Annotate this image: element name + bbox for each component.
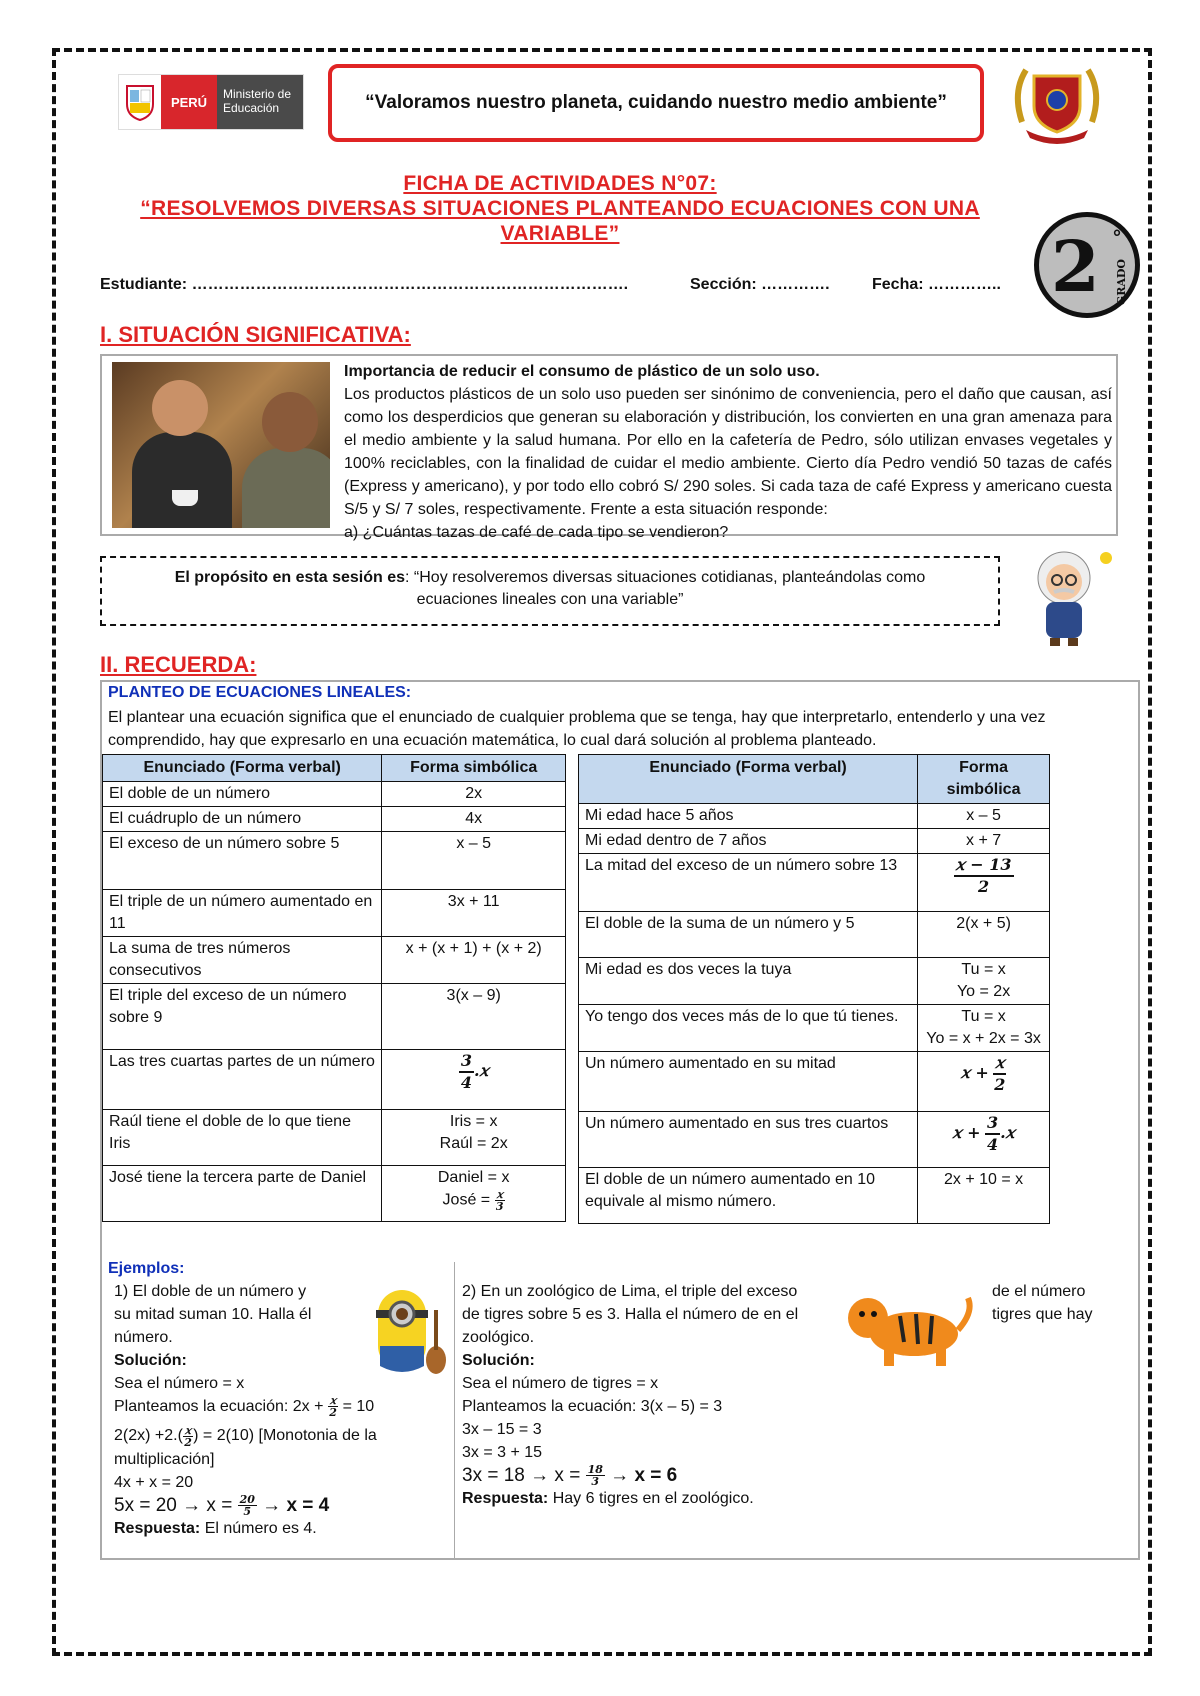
- verbal-cell: El doble de la suma de un número y 5: [579, 912, 918, 958]
- recall-intro: El plantear una ecuación significa que el enunciado de cualquier problema que se tenga, hay que interpretarlo, entenderlo y una vez comprendido, hay que expresarlo en una ecuación matemática, lo cual dará solución al problema planteado.: [108, 709, 1046, 749]
- example1-line3: 2(2x) +2.( $\frac{\text{𝑥}}{2}$ ) = 2(10) [Monotonia de la multiplicación]: [114, 1423, 377, 1468]
- date-field[interactable]: Fecha: …………..: [872, 276, 1001, 293]
- example2-solution-label: Solución:: [462, 1352, 535, 1369]
- grade-degree: °: [1113, 227, 1121, 249]
- symbolic-cell: 3x + 11: [382, 890, 566, 937]
- verbal-cell: El exceso de un número sobre 5: [103, 832, 382, 890]
- worksheet-title-line3: VARIABLE”: [500, 222, 620, 245]
- verbal-cell: Un número aumentado en sus tres cuartos: [579, 1112, 918, 1168]
- verbal-cell: Raúl tiene el doble de lo que tiene Iris: [103, 1110, 382, 1166]
- ministry-logo: [118, 74, 304, 130]
- symbolic-cell: 𝑥 + $\frac{\text{𝑥}}{2}$: [918, 1052, 1050, 1112]
- symbolic-cell: 2(x + 5): [918, 912, 1050, 958]
- situation-box: [100, 354, 1118, 541]
- example2-line2: Planteamos la ecuación: 3(x – 5) = 3: [462, 1398, 723, 1415]
- example2-answer: Respuesta: Hay 6 tigres en el zoológico.: [462, 1490, 754, 1508]
- example2-line1: Sea el número de tigres = x: [462, 1375, 659, 1392]
- logo-ministry-text: Ministerio de Educación: [217, 75, 303, 129]
- equations-table-right: [578, 754, 1050, 1224]
- purpose-label: El propósito en esta sesión es: [174, 569, 406, 586]
- example2-line4: 3x = 3 + 15: [462, 1444, 543, 1461]
- examples-title: Ejemplos:: [108, 1260, 185, 1277]
- verbal-cell: La suma de tres números consecutivos: [103, 937, 382, 984]
- purpose-text: : “Hoy resolveremos diversas situaciones cotidianas, planteándolas como ecuaciones lineales con una variable”: [405, 569, 926, 608]
- col-symbolic-header: Forma simbólica: [382, 755, 566, 782]
- verbal-cell: Mi edad dentro de 7 años: [579, 829, 918, 854]
- examples-divider: [454, 1262, 455, 1560]
- tiger-icon: [840, 1282, 976, 1368]
- symbolic-cell: Iris = x Raúl = 2x: [382, 1110, 566, 1166]
- verbal-cell: El triple del exceso de un número sobre 9: [103, 984, 382, 1050]
- verbal-cell: Las tres cuartas partes de un número: [103, 1050, 382, 1110]
- symbolic-cell: 2x + 10 = x: [918, 1168, 1050, 1224]
- col-verbal-header: Enunciado (Forma verbal): [103, 755, 382, 782]
- symbolic-cell: x + (x + 1) + (x + 2): [382, 937, 566, 984]
- verbal-cell: El cuádruplo de un número: [103, 807, 382, 832]
- symbolic-cell: 4x: [382, 807, 566, 832]
- verbal-cell: La mitad del exceso de un número sobre 13: [579, 854, 918, 912]
- situation-body: Los productos plásticos de un solo uso pueden ser sinónimo de conveniencia, pero el daño que causan, así como los desperdicios que generan su elaboración y distribución, los convierten en una gran amenaza para el medio ambiente y la salud humana. Por ello en la cafetería de Pedro, sólo utilizan envases vegetales y 100% reciclables, con la finalidad de cuidar el medio ambiente. Cierto día Pedro vendió 50 tazas de cafés (Express y americano), y por todo ello cobró S/ 290 soles. Si cada taza de café Express y americano cuesta S/5 y S/ 7 soles, respectivamente. Frente a esta situación responde:: [344, 386, 1112, 518]
- student-field[interactable]: Estudiante: ……………………………………………………………………….: [100, 276, 629, 293]
- section1-heading: I. SITUACIÓN SIGNIFICATIVA:: [100, 322, 411, 347]
- symbolic-cell: Tu = x Yo = 2x: [918, 958, 1050, 1005]
- purpose-box: [100, 556, 1000, 626]
- table-row: [103, 1110, 566, 1166]
- example1-line2: Planteamos la ecuación: 2x + $\frac{\text{𝑥}}{2}$ = 10: [114, 1394, 375, 1420]
- table-row: [579, 804, 1050, 829]
- einstein-icon: [1014, 544, 1118, 648]
- example2-statement-continued: de el número tigres que hay: [992, 1283, 1093, 1323]
- symbolic-cell: 𝑥 + $\frac{3}{4}$ .𝑥: [918, 1112, 1050, 1168]
- symbolic-cell: x – 5: [918, 804, 1050, 829]
- verbal-cell: Yo tengo dos veces más de lo que tú tienes.: [579, 1005, 918, 1052]
- verbal-cell: Un número aumentado en su mitad: [579, 1052, 918, 1112]
- symbolic-cell: Daniel = x José = $\frac{\text{𝑥}}{3}$: [382, 1166, 566, 1222]
- grade-word: GRADO: [1115, 259, 1128, 306]
- section-field[interactable]: Sección: ………….: [690, 276, 830, 293]
- logo-peru-text: PERÚ: [161, 75, 217, 129]
- table-row: [103, 937, 566, 984]
- table-row: [579, 1112, 1050, 1168]
- table-row: [579, 1052, 1050, 1112]
- minion-icon: [356, 1280, 454, 1384]
- example1-line4: 4x + x = 20: [114, 1473, 194, 1491]
- verbal-cell: El doble de un número aumentado en 10 equivale al mismo número.: [579, 1168, 918, 1224]
- symbolic-cell: $\frac{3}{4}$ .𝑥: [382, 1050, 566, 1110]
- symbolic-cell: 2x: [382, 782, 566, 807]
- example1-line1: Sea el número = x: [114, 1375, 245, 1392]
- table-row: [579, 1168, 1050, 1224]
- motto-text: “Valoramos nuestro planeta, cuidando nuestro medio ambiente”: [365, 92, 947, 113]
- verbal-cell: El doble de un número: [103, 782, 382, 807]
- grade-badge: [1034, 212, 1140, 318]
- table-row: [579, 1005, 1050, 1052]
- table-row: [103, 1050, 566, 1110]
- worksheet-title-line2: “RESOLVEMOS DIVERSAS SITUACIONES PLANTEANDO ECUACIONES CON UNA: [140, 197, 980, 220]
- table-row: [103, 890, 566, 937]
- symbolic-cell: 3(x – 9): [382, 984, 566, 1050]
- peru-shield-icon: [119, 75, 161, 129]
- worksheet-title-line1: FICHA DE ACTIVIDADES N°07:: [403, 172, 717, 195]
- motto-banner: [328, 64, 984, 142]
- symbolic-cell: x + 7: [918, 829, 1050, 854]
- example1-statement: 1) El doble de un número y su mitad suman 10. Halla él número.: [114, 1283, 312, 1346]
- example1-line5: 5x = 20 → x = $\frac{20}{5}$ → x = 4: [114, 1493, 330, 1519]
- table-row: [579, 829, 1050, 854]
- example1-answer: Respuesta: El número es 4.: [114, 1520, 317, 1538]
- verbal-cell: Mi edad hace 5 años: [579, 804, 918, 829]
- table-row: [103, 832, 566, 890]
- example2-statement: 2) En un zoológico de Lima, el triple del exceso de tigres sobre 5 es 3. Halla el número de en el zoológico.: [462, 1283, 799, 1346]
- table-row: [579, 912, 1050, 958]
- example2-line3: 3x – 15 = 3: [462, 1421, 542, 1438]
- symbolic-cell: Tu = x Yo = x + 2x = 3x: [918, 1005, 1050, 1052]
- situation-question: a) ¿Cuántas tazas de café de cada tipo se vendieron?: [344, 524, 729, 541]
- situation-subtitle: Importancia de reducir el consumo de plástico de un solo uso.: [344, 363, 820, 380]
- table-row: [103, 807, 566, 832]
- example1-solution-label: Solución:: [114, 1352, 187, 1369]
- table-row: [103, 1166, 566, 1222]
- symbolic-cell: x – 5: [382, 832, 566, 890]
- verbal-cell: El triple de un número aumentado en 11: [103, 890, 382, 937]
- grade-number: 2: [1051, 225, 1100, 308]
- table-row: [103, 984, 566, 1050]
- table-row: [579, 854, 1050, 912]
- verbal-cell: José tiene la tercera parte de Daniel: [103, 1166, 382, 1222]
- section2-heading: II. RECUERDA:: [100, 652, 257, 677]
- school-badge-icon: [1012, 62, 1102, 146]
- recall-box: [100, 680, 1140, 1560]
- col-symbolic-header: Forma simbólica: [918, 755, 1050, 804]
- symbolic-cell: $\frac{\text{𝑥 − 13}}{2}$: [918, 854, 1050, 912]
- example2-line5: 3x = 18 → x = $\frac{18}{3}$ → x = 6: [462, 1463, 678, 1489]
- recall-subtitle: PLANTEO DE ECUACIONES LINEALES:: [108, 684, 412, 701]
- equations-table-left: [102, 754, 566, 1222]
- situation-text: [344, 360, 1112, 544]
- table-row: [579, 958, 1050, 1005]
- col-verbal-header: Enunciado (Forma verbal): [579, 755, 918, 804]
- table-row: [103, 782, 566, 807]
- verbal-cell: Mi edad es dos veces la tuya: [579, 958, 918, 1005]
- cafe-photo: [112, 362, 330, 528]
